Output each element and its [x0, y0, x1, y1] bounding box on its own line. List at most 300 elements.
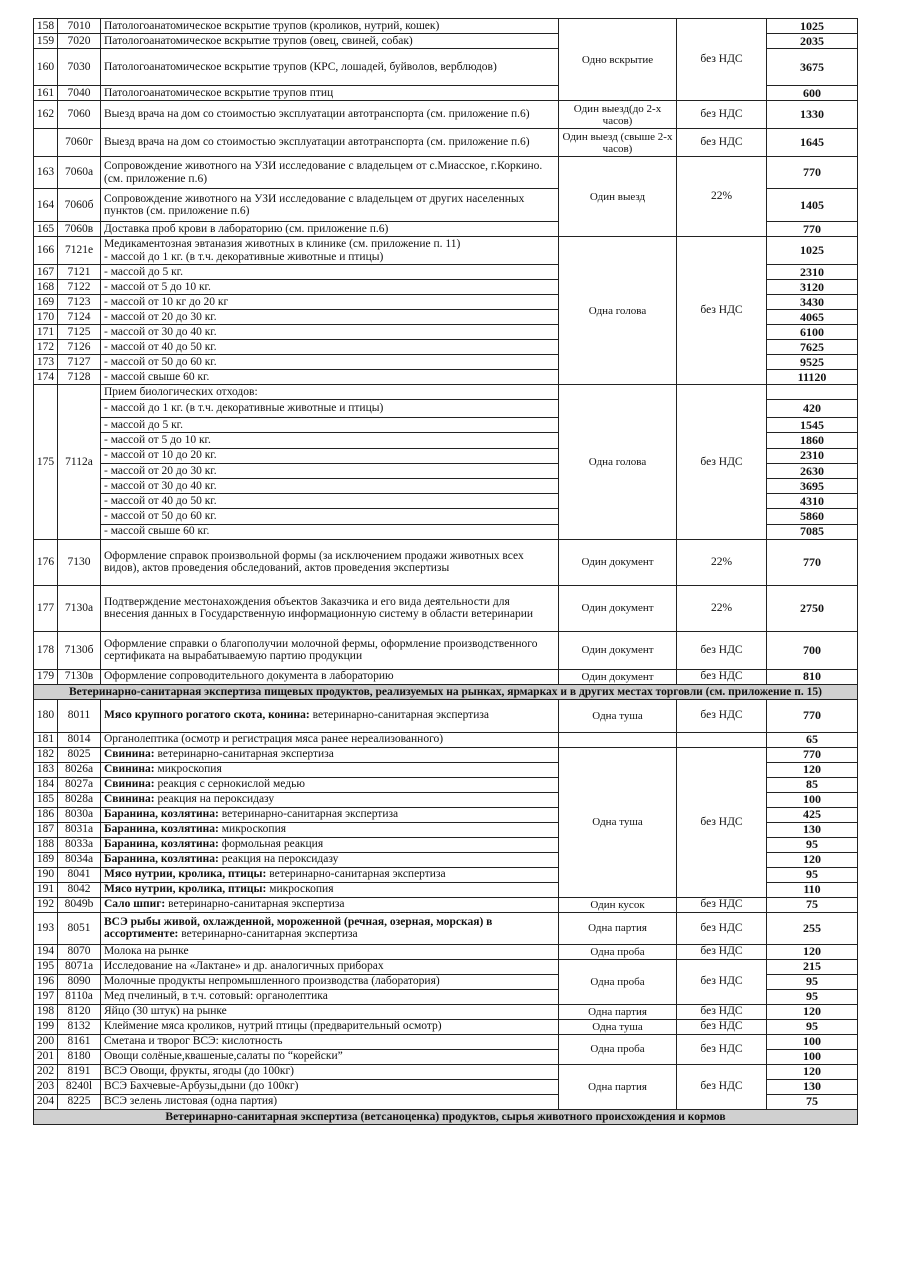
row-number	[34, 129, 58, 157]
table-row	[34, 101, 858, 129]
row-number: 180	[34, 699, 58, 732]
service-description	[101, 762, 559, 777]
row-number: 160	[34, 49, 58, 86]
unit-of-measure: Один выезд(до 2-х часов)	[559, 101, 677, 129]
unit-of-measure: Одна проба	[559, 959, 677, 1004]
service-description: - массой от 30 до 40 кг.	[101, 478, 559, 493]
row-number: 193	[34, 912, 58, 944]
service-text: Патологоанатомическое вскрытие трупов птиц	[104, 86, 334, 99]
price: 420	[767, 400, 858, 418]
price: 120	[767, 1064, 858, 1079]
row-number: 197	[34, 989, 58, 1004]
service-description	[101, 944, 559, 959]
service-code: 8028а	[58, 792, 101, 807]
service-description	[101, 822, 559, 837]
service-code: 8014	[58, 732, 101, 747]
price: 2310	[767, 448, 858, 463]
vat-rate: без НДС	[677, 237, 767, 385]
row-number: 196	[34, 974, 58, 989]
vat-rate: 22%	[677, 585, 767, 631]
price: 95	[767, 989, 858, 1004]
service-description: - массой до 5 кг.	[101, 418, 559, 433]
service-text: - массой от 30 до 40 кг.	[104, 325, 217, 338]
service-description	[101, 539, 559, 585]
service-description	[101, 792, 559, 807]
row-number: 201	[34, 1049, 58, 1064]
service-code: 8042	[58, 882, 101, 897]
row-number: 195	[34, 959, 58, 974]
service-code: 8033а	[58, 837, 101, 852]
row-number: 161	[34, 86, 58, 101]
row-number: 172	[34, 340, 58, 355]
service-text: формольная реакция	[218, 838, 324, 851]
price: 85	[767, 777, 858, 792]
service-code: 8026а	[58, 762, 101, 777]
service-code: 7126	[58, 340, 101, 355]
price: 600	[767, 86, 858, 101]
service-code: 8041	[58, 867, 101, 882]
row-number: 204	[34, 1094, 58, 1109]
row-number: 169	[34, 295, 58, 310]
service-code: 7130в	[58, 669, 101, 684]
row-number: 162	[34, 101, 58, 129]
unit-of-measure: Один кусок	[559, 897, 677, 912]
price: 5860	[767, 509, 858, 524]
service-description	[101, 585, 559, 631]
service-text: реакция с сернокислой медью	[154, 778, 305, 791]
service-text: Патологоанатомическое вскрытие трупов (кроликов, нутрий, кошек)	[104, 19, 440, 32]
price: 3695	[767, 478, 858, 493]
table-row	[34, 129, 858, 157]
price: 100	[767, 1049, 858, 1064]
service-text: Оформление справок произвольной формы (за исключением продажи животных всех видов), актов проведения обследований, актов проведения экспертизы	[104, 549, 524, 575]
service-description	[101, 340, 559, 355]
service-description	[101, 157, 559, 189]
service-text: микроскопия	[154, 763, 222, 776]
price: 425	[767, 807, 858, 822]
service-code: 7122	[58, 280, 101, 295]
price: 7085	[767, 524, 858, 539]
service-code: 7130б	[58, 631, 101, 669]
table-row	[34, 732, 858, 747]
service-text: - массой от 10 кг до 20 кг	[104, 295, 229, 308]
service-description	[101, 959, 559, 974]
service-description	[101, 1049, 559, 1064]
price: 770	[767, 747, 858, 762]
service-description	[101, 989, 559, 1004]
service-description	[101, 867, 559, 882]
service-text: Подтверждение местонахождения объектов Заказчика и его вида деятельности для внесения данных в Государственную информационную систему в области ветеринарии	[104, 595, 534, 621]
service-code: 8090	[58, 974, 101, 989]
service-text: Молочные продукты непромышленного производства (лаборатория)	[104, 975, 440, 988]
service-code: 7128	[58, 370, 101, 385]
service-code: 7010	[58, 19, 101, 34]
row-number: 158	[34, 19, 58, 34]
vat-rate: без НДС	[677, 1034, 767, 1064]
service-code: 8120	[58, 1004, 101, 1019]
price: 2750	[767, 585, 858, 631]
service-description	[101, 34, 559, 49]
price: 95	[767, 974, 858, 989]
row-number: 175	[34, 385, 58, 540]
unit-of-measure: Одна туша	[559, 747, 677, 897]
price: 4310	[767, 494, 858, 509]
service-text: - массой от 40 до 50 кг.	[104, 340, 217, 353]
product-name: Свинина:	[104, 793, 155, 806]
unit-of-measure: Одна туша	[559, 1019, 677, 1034]
price: 100	[767, 1034, 858, 1049]
service-code: 8011	[58, 699, 101, 732]
section-title: Ветеринарно-санитарная экспертиза (ветсаноценка) продуктов, сырья животного происхождения и кормов	[34, 1109, 858, 1124]
price: 95	[767, 1019, 858, 1034]
row-number: 166	[34, 237, 58, 265]
service-code: 7121	[58, 265, 101, 280]
service-description	[101, 852, 559, 867]
service-text: ВСЭ Овощи, фрукты, ягоды (до 100кг)	[104, 1065, 294, 1078]
price: 770	[767, 539, 858, 585]
service-text: - массой до 1 кг. (в т.ч. декоративные животные и птицы)	[104, 250, 384, 263]
vat-rate: без НДС	[677, 959, 767, 1004]
service-text: ветеринарно-санитарная экспертиза	[218, 808, 399, 821]
price: 1545	[767, 418, 858, 433]
row-number: 200	[34, 1034, 58, 1049]
price: 700	[767, 631, 858, 669]
price: 770	[767, 699, 858, 732]
price: 130	[767, 1079, 858, 1094]
product-name: Мясо нутрии, кролика, птицы:	[104, 868, 267, 881]
unit-of-measure: Одна туша	[559, 699, 677, 732]
service-description	[101, 1064, 559, 1079]
service-text: Патологоанатомическое вскрытие трупов (овец, свиней, собак)	[104, 34, 413, 47]
service-code: 8030а	[58, 807, 101, 822]
product-name: Баранина, козлятина:	[104, 823, 219, 836]
vat-rate: без НДС	[677, 1064, 767, 1109]
row-number: 181	[34, 732, 58, 747]
row-number: 177	[34, 585, 58, 631]
price: 2035	[767, 34, 858, 49]
row-number: 174	[34, 370, 58, 385]
product-name: Свинина:	[104, 748, 155, 761]
service-description	[101, 777, 559, 792]
service-code: 8161	[58, 1034, 101, 1049]
service-text: реакция на пероксидазу	[218, 853, 339, 866]
vat-rate: без НДС	[677, 19, 767, 101]
service-description: - массой от 10 до 20 кг.	[101, 448, 559, 463]
price: 65	[767, 732, 858, 747]
service-code: 7121е	[58, 237, 101, 265]
vat-rate: без НДС	[677, 669, 767, 684]
service-code: 7060б	[58, 189, 101, 222]
service-text: ветеринарно-санитарная экспертиза	[178, 928, 358, 941]
row-number: 182	[34, 747, 58, 762]
service-description	[101, 974, 559, 989]
service-text: Сметана и творог ВСЭ: кислотность	[104, 1035, 283, 1048]
service-code: 7123	[58, 295, 101, 310]
price	[767, 385, 858, 400]
product-name: Свинина:	[104, 763, 155, 776]
price: 1025	[767, 19, 858, 34]
service-description	[101, 295, 559, 310]
service-code: 8071а	[58, 959, 101, 974]
row-number: 188	[34, 837, 58, 852]
service-text: ВСЭ Бахчевые-Арбузы,дыни (до 100кг)	[104, 1080, 299, 1093]
service-text: Доставка проб крови в лабораторию (см. приложение п.6)	[104, 222, 389, 235]
service-description	[101, 370, 559, 385]
service-text: Оформление справки о благополучии молочной фермы, оформление производственного сертификата на вырабатываемую партию продукции	[104, 637, 538, 663]
row-number: 198	[34, 1004, 58, 1019]
table-row	[34, 1064, 858, 1079]
price: 3120	[767, 280, 858, 295]
unit-of-measure: Одна партия	[559, 912, 677, 944]
service-description	[101, 747, 559, 762]
vat-rate: без НДС	[677, 944, 767, 959]
service-description	[101, 807, 559, 822]
service-description	[101, 1094, 559, 1109]
table-row	[34, 959, 858, 974]
section-title: Ветеринарно-санитарная экспертиза пищевых продуктов, реализуемых на рынках, ярмарках и в других местах торговли (см. приложение п. 15)	[34, 684, 858, 699]
product-name: Мясо нутрии, кролика, птицы:	[104, 883, 267, 896]
product-name: Баранина, козлятина:	[104, 838, 219, 851]
row-number: 192	[34, 897, 58, 912]
row-number: 159	[34, 34, 58, 49]
service-code: 7060г	[58, 129, 101, 157]
service-text: ветеринарно-санитарная экспертиза	[266, 868, 446, 881]
table-row	[34, 539, 858, 585]
service-text: - массой до 5 кг.	[104, 265, 183, 278]
unit-of-measure: Одна проба	[559, 944, 677, 959]
price: 1405	[767, 189, 858, 222]
price: 120	[767, 762, 858, 777]
row-number: 176	[34, 539, 58, 585]
service-code: 7125	[58, 325, 101, 340]
service-description	[101, 699, 559, 732]
table-row	[34, 1004, 858, 1019]
service-text: - массой от 5 до 10 кг.	[104, 280, 211, 293]
price: 770	[767, 157, 858, 189]
service-code: 8191	[58, 1064, 101, 1079]
service-description	[101, 1019, 559, 1034]
service-description	[101, 1004, 559, 1019]
service-code: 8025	[58, 747, 101, 762]
price: 4065	[767, 310, 858, 325]
service-code: 8180	[58, 1049, 101, 1064]
price: 75	[767, 897, 858, 912]
row-number: 167	[34, 265, 58, 280]
price: 2630	[767, 463, 858, 478]
row-number: 165	[34, 222, 58, 237]
service-description: - массой свыше 60 кг.	[101, 524, 559, 539]
row-number: 184	[34, 777, 58, 792]
row-number: 194	[34, 944, 58, 959]
service-code: 8110а	[58, 989, 101, 1004]
service-text: Органолептика (осмотр и регистрация мяса ранее нереализованного)	[104, 733, 444, 746]
service-group-heading: Медикаментозная эвтаназия животных в клинике (см. приложение п. 11)	[104, 238, 461, 250]
service-description	[101, 669, 559, 684]
service-description	[101, 1034, 559, 1049]
service-description	[101, 631, 559, 669]
vat-rate: без НДС	[677, 897, 767, 912]
row-number: 179	[34, 669, 58, 684]
service-text: - массой свыше 60 кг.	[104, 370, 210, 383]
service-text: Сопровождение животного на УЗИ исследование с владельцем от с.Миасское, г.Коркино. (см. приложение п.6)	[104, 160, 543, 185]
service-description	[101, 355, 559, 370]
vat-rate: без НДС	[677, 631, 767, 669]
product-name: Баранина, козлятина:	[104, 853, 219, 866]
price: 9525	[767, 355, 858, 370]
service-code: 7060	[58, 101, 101, 129]
vat-rate: без НДС	[677, 1004, 767, 1019]
table-row	[34, 385, 858, 400]
unit-of-measure: Одна партия	[559, 1004, 677, 1019]
service-code: 8070	[58, 944, 101, 959]
service-description: - массой от 5 до 10 кг.	[101, 433, 559, 448]
row-number: 164	[34, 189, 58, 222]
row-number: 202	[34, 1064, 58, 1079]
service-text: Мед пчелиный, в т.ч. сотовый: органолептика	[104, 990, 328, 1003]
price: 120	[767, 852, 858, 867]
service-description	[101, 189, 559, 222]
service-text: ветеринарно-санитарная экспертиза	[309, 709, 490, 722]
service-code: 7112а	[58, 385, 101, 540]
service-description: - массой от 20 до 30 кг.	[101, 463, 559, 478]
table-row	[34, 897, 858, 912]
vat-rate: без НДС	[677, 385, 767, 540]
service-code: 8240l	[58, 1079, 101, 1094]
row-number: 189	[34, 852, 58, 867]
service-description	[101, 265, 559, 280]
row-number: 183	[34, 762, 58, 777]
service-text: Оформление сопроводительного документа в лабораторию	[104, 670, 394, 683]
price: 95	[767, 867, 858, 882]
table-row	[34, 631, 858, 669]
unit-of-measure: Одна голова	[559, 237, 677, 385]
service-code: 8031а	[58, 822, 101, 837]
price: 810	[767, 669, 858, 684]
service-code: 8132	[58, 1019, 101, 1034]
section-header-row	[34, 684, 858, 699]
vat-rate: 22%	[677, 157, 767, 237]
service-text: Овощи солёные,квашеные,салаты по “корейски”	[104, 1050, 343, 1063]
unit-of-measure: Одна партия	[559, 1064, 677, 1109]
service-description	[101, 222, 559, 237]
vat-rate: без НДС	[677, 1019, 767, 1034]
service-code: 7130	[58, 539, 101, 585]
service-text: Яйцо (30 штук) на рынке	[104, 1005, 227, 1018]
service-text: Молока на рынке	[104, 945, 189, 958]
price: 11120	[767, 370, 858, 385]
service-text: Выезд врача на дом со стоимостью эксплуатации автотранспорта (см. приложение п.6)	[104, 108, 530, 121]
service-text: Сопровождение животного на УЗИ исследование с владельцем от других населенных пунктов (см. приложение п.6)	[104, 192, 525, 217]
service-description	[101, 912, 559, 944]
price: 770	[767, 222, 858, 237]
service-description: - массой до 1 кг. (в т.ч. декоративные животные и птицы)	[101, 400, 559, 418]
price: 7625	[767, 340, 858, 355]
table-row	[34, 1034, 858, 1049]
row-number: 190	[34, 867, 58, 882]
service-description	[101, 280, 559, 295]
table-row	[34, 585, 858, 631]
service-text: ветеринарно-санитарная экспертиза	[165, 898, 345, 911]
service-code: 7124	[58, 310, 101, 325]
service-code: 8225	[58, 1094, 101, 1109]
vat-rate: без НДС	[677, 699, 767, 732]
price-table-body	[34, 19, 858, 1125]
service-description	[101, 49, 559, 86]
row-number: 187	[34, 822, 58, 837]
price: 3675	[767, 49, 858, 86]
unit-of-measure	[559, 732, 677, 747]
price: 2310	[767, 265, 858, 280]
service-text: Выезд врача на дом со стоимостью эксплуатации автотранспорта (см. приложение п.6)	[104, 136, 530, 149]
price: 255	[767, 912, 858, 944]
vat-rate: 22%	[677, 539, 767, 585]
service-text: Патологоанатомическое вскрытие трупов (КРС, лошадей, буйволов, верблюдов)	[104, 60, 497, 73]
vat-rate	[677, 732, 767, 747]
service-code: 7040	[58, 86, 101, 101]
unit-of-measure: Одна проба	[559, 1034, 677, 1064]
price: 100	[767, 792, 858, 807]
unit-of-measure: Одно вскрытие	[559, 19, 677, 101]
unit-of-measure: Один документ	[559, 631, 677, 669]
unit-of-measure: Один документ	[559, 585, 677, 631]
row-number: 191	[34, 882, 58, 897]
table-row	[34, 19, 858, 34]
row-number: 199	[34, 1019, 58, 1034]
service-description: Прием биологических отходов:	[101, 385, 559, 400]
price: 110	[767, 882, 858, 897]
service-code: 8049b	[58, 897, 101, 912]
product-name: ВСЭ рыбы живой, охлажденной, мороженной (речная, озерная, морская) в ассортименте:	[104, 915, 493, 941]
service-description	[101, 897, 559, 912]
service-code: 8051	[58, 912, 101, 944]
row-number: 185	[34, 792, 58, 807]
price-table	[33, 18, 858, 1125]
product-name: Баранина, козлятина:	[104, 808, 219, 821]
price: 1645	[767, 129, 858, 157]
service-code: 7030	[58, 49, 101, 86]
table-row	[34, 699, 858, 732]
service-description	[101, 1079, 559, 1094]
vat-rate: без НДС	[677, 747, 767, 897]
service-description	[101, 129, 559, 157]
row-number: 163	[34, 157, 58, 189]
service-code: 7060в	[58, 222, 101, 237]
section-header-row	[34, 1109, 858, 1124]
row-number: 170	[34, 310, 58, 325]
service-description: - массой от 50 до 60 кг.	[101, 509, 559, 524]
price: 130	[767, 822, 858, 837]
service-text: микроскопия	[218, 823, 287, 836]
table-row	[34, 669, 858, 684]
service-text: микроскопия	[266, 883, 334, 896]
service-text: Клеймение мяса кроликов, нутрий птицы (предварительный осмотр)	[104, 1020, 442, 1033]
product-name: Свинина:	[104, 778, 155, 791]
unit-of-measure: Один документ	[559, 539, 677, 585]
service-text: ВСЭ зелень листовая (одна партия)	[104, 1095, 278, 1108]
service-description	[101, 237, 559, 265]
price: 3430	[767, 295, 858, 310]
service-code: 7020	[58, 34, 101, 49]
price-list-sheet	[33, 18, 857, 1125]
table-row	[34, 944, 858, 959]
vat-rate: без НДС	[677, 129, 767, 157]
product-name: Сало шпиг:	[104, 898, 166, 911]
service-code: 8027а	[58, 777, 101, 792]
table-row	[34, 157, 858, 189]
price: 215	[767, 959, 858, 974]
unit-of-measure: Один выезд (свыше 2-х часов)	[559, 129, 677, 157]
service-description	[101, 101, 559, 129]
